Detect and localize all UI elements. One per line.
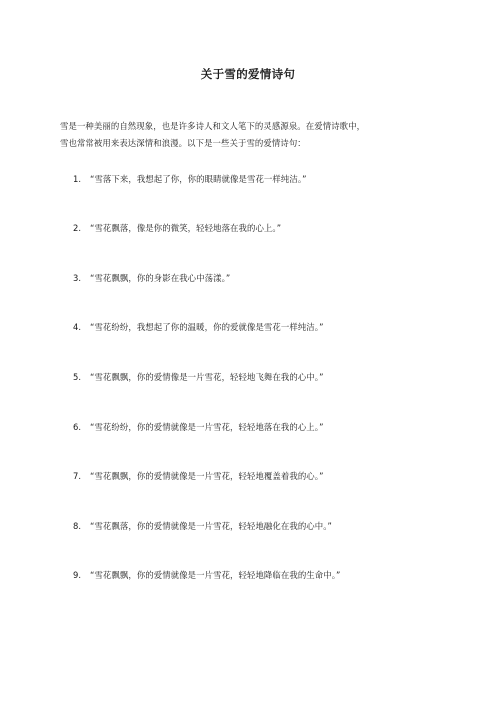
intro-line: 雪也常常被用来表达深情和浪漫。以下是一些关于雪的爱情诗句： [60,138,306,148]
poem-number: 6. [73,422,82,432]
poem-number: 2. [73,223,82,233]
poem-number: 5. [73,372,82,382]
poem-item [73,470,324,482]
poem-text: “雪花飘落，你的爱情就像是一片雪花，轻轻地融化在我的心中。” [90,521,332,531]
intro-paragraph [60,118,440,152]
poem-item [73,272,230,284]
poem-item [73,520,332,532]
poem-number: 1. [73,174,82,184]
poem-number: 3. [73,273,82,283]
poem-text: “雪花飘落，像是你的微笑，轻轻地落在我的心上。” [90,223,282,233]
poem-number: 4. [73,322,82,332]
poem-item [73,222,281,234]
page-title: 关于雪的爱情诗句 [200,67,296,81]
poem-item [73,569,340,581]
poem-text: “雪花飘飘，你的身影在我心中荡漾。” [90,273,231,283]
poem-number: 8. [73,521,82,531]
poem-text: “雪落下来，我想起了你，你的眼睛就像是雪花一样纯洁。” [90,174,307,184]
poem-text: “雪花飘飘，你的爱情像是一片雪花，轻轻地飞舞在我的心中。” [90,372,324,382]
poem-item [73,173,307,185]
poem-text: “雪花纷纷，你的爱情就像是一片雪花，轻轻地落在我的心上。” [90,422,324,432]
poem-item [73,371,324,383]
poem-item [73,321,324,333]
poem-text: “雪花纷纷，我想起了你的温暖，你的爱就像是雪花一样纯洁。” [90,322,324,332]
poem-text: “雪花飘飘，你的爱情就像是一片雪花，轻轻地降临在我的生命中。” [90,570,341,580]
poem-item [73,421,324,433]
poem-number: 9. [73,570,82,580]
intro-line: 雪是一种美丽的自然现象，也是许多诗人和文人笔下的灵感源泉。在爱情诗歌中， [60,121,366,131]
poem-number: 7. [73,471,82,481]
poem-text: “雪花飘飘，你的爱情就像是一片雪花，轻轻地覆盖着我的心。” [90,471,324,481]
